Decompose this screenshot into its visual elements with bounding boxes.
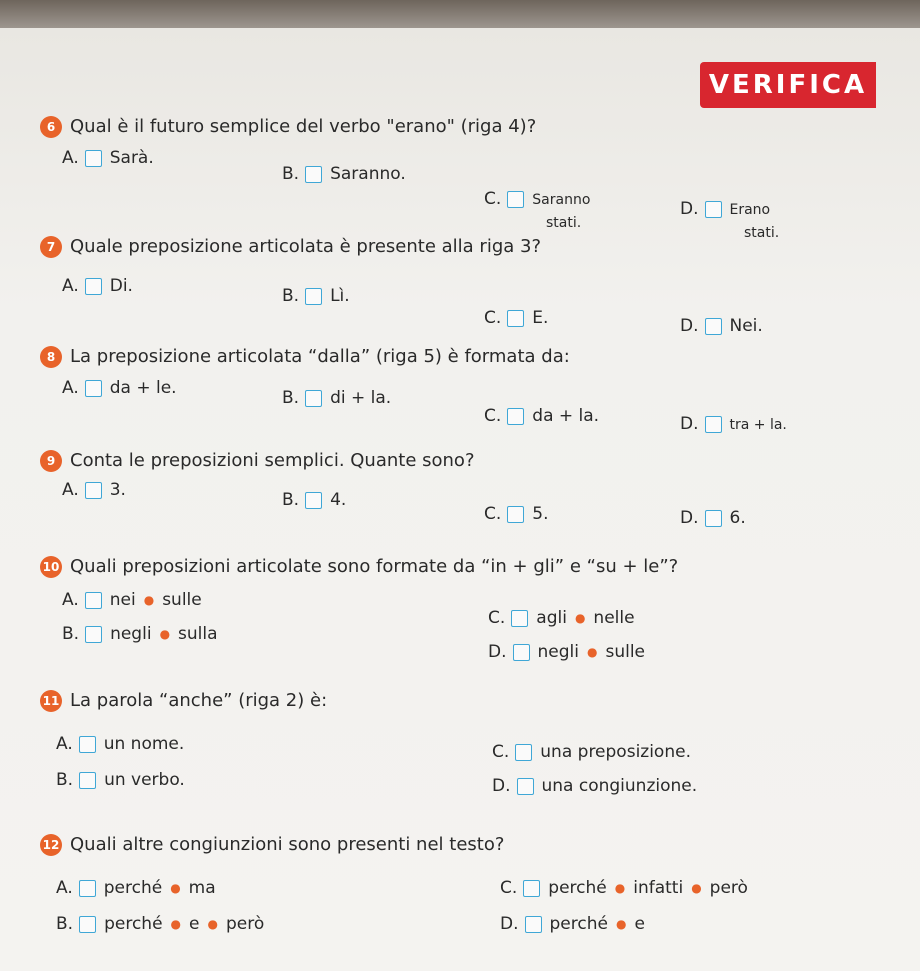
q10-option-a[interactable]	[62, 590, 202, 610]
q10-option-c[interactable]	[488, 608, 635, 628]
option-letter: D.	[680, 199, 699, 219]
checkbox[interactable]	[507, 408, 524, 425]
option-word: e	[634, 914, 645, 934]
question-number: 8	[40, 346, 62, 368]
option-text: di + la.	[330, 388, 392, 408]
checkbox[interactable]	[85, 380, 102, 397]
question-7	[40, 236, 541, 258]
q10-option-d[interactable]	[488, 642, 645, 662]
bullet-dot-icon: ●	[170, 917, 182, 931]
option-letter: A.	[62, 148, 79, 168]
question-number: 7	[40, 236, 62, 258]
option-letter: C.	[484, 189, 502, 209]
option-word: negli	[537, 642, 579, 662]
question-number: 6	[40, 116, 62, 138]
checkbox[interactable]	[85, 150, 102, 167]
checkbox[interactable]	[705, 318, 722, 335]
option-letter: A.	[62, 378, 79, 398]
bullet-dot-icon: ●	[574, 611, 586, 625]
q11-option-d[interactable]	[492, 776, 697, 796]
q7-option-b[interactable]	[282, 286, 350, 306]
option-letter: A.	[62, 276, 79, 296]
bullet-dot-icon: ●	[586, 645, 598, 659]
option-word: perché	[103, 878, 163, 898]
checkbox[interactable]	[305, 492, 322, 509]
question-number: 10	[40, 556, 62, 578]
checkbox[interactable]	[507, 310, 524, 327]
option-word: perché	[549, 914, 608, 934]
question-8	[40, 346, 570, 368]
bullet-dot-icon: ●	[159, 627, 171, 641]
q6-option-c-line2: stati.	[546, 215, 582, 231]
option-word: però	[225, 914, 265, 934]
option-letter: A.	[56, 878, 73, 898]
option-word: negli	[110, 624, 152, 644]
option-letter: D.	[680, 508, 699, 528]
q9-option-b[interactable]	[282, 490, 346, 510]
q11-option-a[interactable]	[56, 734, 184, 754]
option-letter: B.	[282, 286, 300, 306]
option-letter: C.	[492, 742, 510, 762]
q9-option-c[interactable]	[484, 504, 549, 524]
bullet-dot-icon: ●	[207, 917, 218, 931]
option-letter: D.	[492, 776, 511, 796]
q12-option-d[interactable]	[500, 914, 645, 934]
q6-option-d[interactable]	[680, 199, 770, 219]
bullet-dot-icon: ●	[614, 881, 626, 895]
option-word: perché	[104, 914, 163, 934]
checkbox[interactable]	[85, 278, 102, 295]
checkbox[interactable]	[705, 416, 722, 433]
verifica-banner: VERIFICA	[700, 62, 876, 108]
option-letter: B.	[282, 164, 300, 184]
q7-option-d[interactable]	[680, 316, 763, 336]
option-text: tra + la.	[729, 417, 787, 433]
question-number: 11	[40, 690, 62, 712]
option-text: Saranno	[532, 192, 591, 208]
option-letter: C.	[488, 608, 506, 628]
question-number: 12	[40, 834, 62, 856]
option-text: un nome.	[103, 734, 185, 754]
question-text: Quali altre congiunzioni sono presenti nel testo?	[70, 834, 505, 855]
option-word: nelle	[593, 608, 635, 628]
q8-option-a[interactable]	[62, 378, 177, 398]
option-text: una congiunzione.	[541, 776, 698, 796]
option-text: da + la.	[532, 406, 600, 426]
question-text: Quali preposizioni articolate sono formate da “in + gli” e “su + le”?	[70, 556, 679, 577]
option-letter: A.	[62, 590, 79, 610]
q9-option-d[interactable]	[680, 508, 746, 528]
option-text: Nei.	[729, 316, 763, 336]
q12-option-c[interactable]	[500, 878, 748, 898]
option-word: sulla	[178, 624, 218, 644]
option-letter: C.	[500, 878, 518, 898]
option-word: perché	[548, 878, 607, 898]
option-text: un verbo.	[104, 770, 185, 790]
bullet-dot-icon: ●	[170, 881, 181, 895]
question-9	[40, 450, 475, 472]
checkbox[interactable]	[525, 916, 542, 933]
option-word: agli	[536, 608, 567, 628]
question-6	[40, 116, 536, 138]
question-12	[40, 834, 504, 856]
checkbox[interactable]	[515, 744, 532, 761]
option-word: sulle	[162, 590, 202, 610]
checkbox[interactable]	[85, 592, 102, 609]
option-letter: D.	[680, 316, 699, 336]
option-letter: A.	[62, 480, 79, 500]
option-text: Sarà.	[109, 148, 154, 168]
checkbox[interactable]	[523, 880, 540, 897]
option-text: 3.	[109, 480, 126, 500]
q12-option-a[interactable]	[56, 878, 216, 898]
option-letter: D.	[500, 914, 519, 934]
q7-option-a[interactable]	[62, 276, 133, 296]
question-text: Qual è il futuro semplice del verbo "erano" (riga 4)?	[70, 116, 537, 137]
q8-option-d[interactable]	[680, 414, 787, 434]
q7-option-c[interactable]	[484, 308, 548, 328]
question-11	[40, 690, 327, 712]
option-word: sulle	[605, 642, 646, 662]
option-letter: C.	[484, 308, 502, 328]
bullet-dot-icon: ●	[143, 593, 155, 607]
q10-option-b[interactable]	[62, 624, 218, 644]
option-text: E.	[532, 308, 549, 328]
option-word: e	[189, 914, 200, 934]
question-text: Conta le preposizioni semplici. Quante sono?	[70, 450, 475, 471]
checkbox[interactable]	[79, 880, 96, 897]
checkbox[interactable]	[705, 201, 722, 218]
option-letter: C.	[484, 504, 502, 524]
option-text: da + le.	[109, 378, 177, 398]
option-text: 5.	[532, 504, 549, 524]
question-text: Quale preposizione articolata è presente alla riga 3?	[70, 236, 542, 257]
checkbox[interactable]	[79, 916, 96, 933]
question-text: La parola “anche” (riga 2) è:	[70, 690, 328, 711]
option-word: però	[709, 878, 748, 898]
checkbox[interactable]	[511, 610, 528, 627]
option-letter: A.	[56, 734, 73, 754]
checkbox[interactable]	[305, 166, 322, 183]
checkbox[interactable]	[85, 482, 102, 499]
bullet-dot-icon: ●	[615, 917, 627, 931]
option-text: 6.	[729, 508, 746, 528]
bullet-dot-icon: ●	[691, 881, 702, 895]
option-text: 4.	[330, 490, 347, 510]
q8-option-c[interactable]	[484, 406, 599, 426]
option-letter: C.	[484, 406, 502, 426]
q11-option-c[interactable]	[492, 742, 691, 762]
option-letter: B.	[62, 624, 80, 644]
q6-option-d-line2: stati.	[744, 225, 780, 241]
question-10	[40, 556, 678, 578]
option-letter: B.	[56, 770, 74, 790]
q12-option-b[interactable]	[56, 914, 264, 934]
q6-option-b[interactable]	[282, 164, 406, 184]
option-text: Lì.	[330, 286, 350, 306]
checkbox[interactable]	[507, 506, 524, 523]
checkbox[interactable]	[85, 626, 102, 643]
question-text: La preposizione articolata “dalla” (riga 5) è formata da:	[70, 346, 570, 367]
q8-option-b[interactable]	[282, 388, 391, 408]
option-word: infatti	[633, 878, 684, 898]
checkbox[interactable]	[517, 778, 534, 795]
option-word: nei	[109, 590, 136, 610]
option-text: Erano	[729, 202, 771, 218]
worksheet-page	[0, 28, 920, 971]
question-number: 9	[40, 450, 62, 472]
checkbox[interactable]	[305, 288, 322, 305]
option-letter: D.	[680, 414, 699, 434]
checkbox[interactable]	[305, 390, 322, 407]
option-text: una preposizione.	[540, 742, 691, 762]
option-text: Di.	[109, 276, 133, 296]
option-letter: B.	[56, 914, 74, 934]
checkbox[interactable]	[79, 772, 96, 789]
option-letter: D.	[488, 642, 507, 662]
checkbox[interactable]	[79, 736, 96, 753]
option-letter: B.	[282, 490, 300, 510]
checkbox[interactable]	[705, 510, 722, 527]
option-word: ma	[188, 878, 216, 898]
option-letter: B.	[282, 388, 300, 408]
q11-option-b[interactable]	[56, 770, 185, 790]
q6-option-a[interactable]	[62, 148, 154, 168]
q6-option-c[interactable]	[484, 189, 590, 209]
option-text: Saranno.	[330, 164, 406, 184]
q9-option-a[interactable]	[62, 480, 126, 500]
checkbox[interactable]	[507, 191, 524, 208]
checkbox[interactable]	[513, 644, 530, 661]
